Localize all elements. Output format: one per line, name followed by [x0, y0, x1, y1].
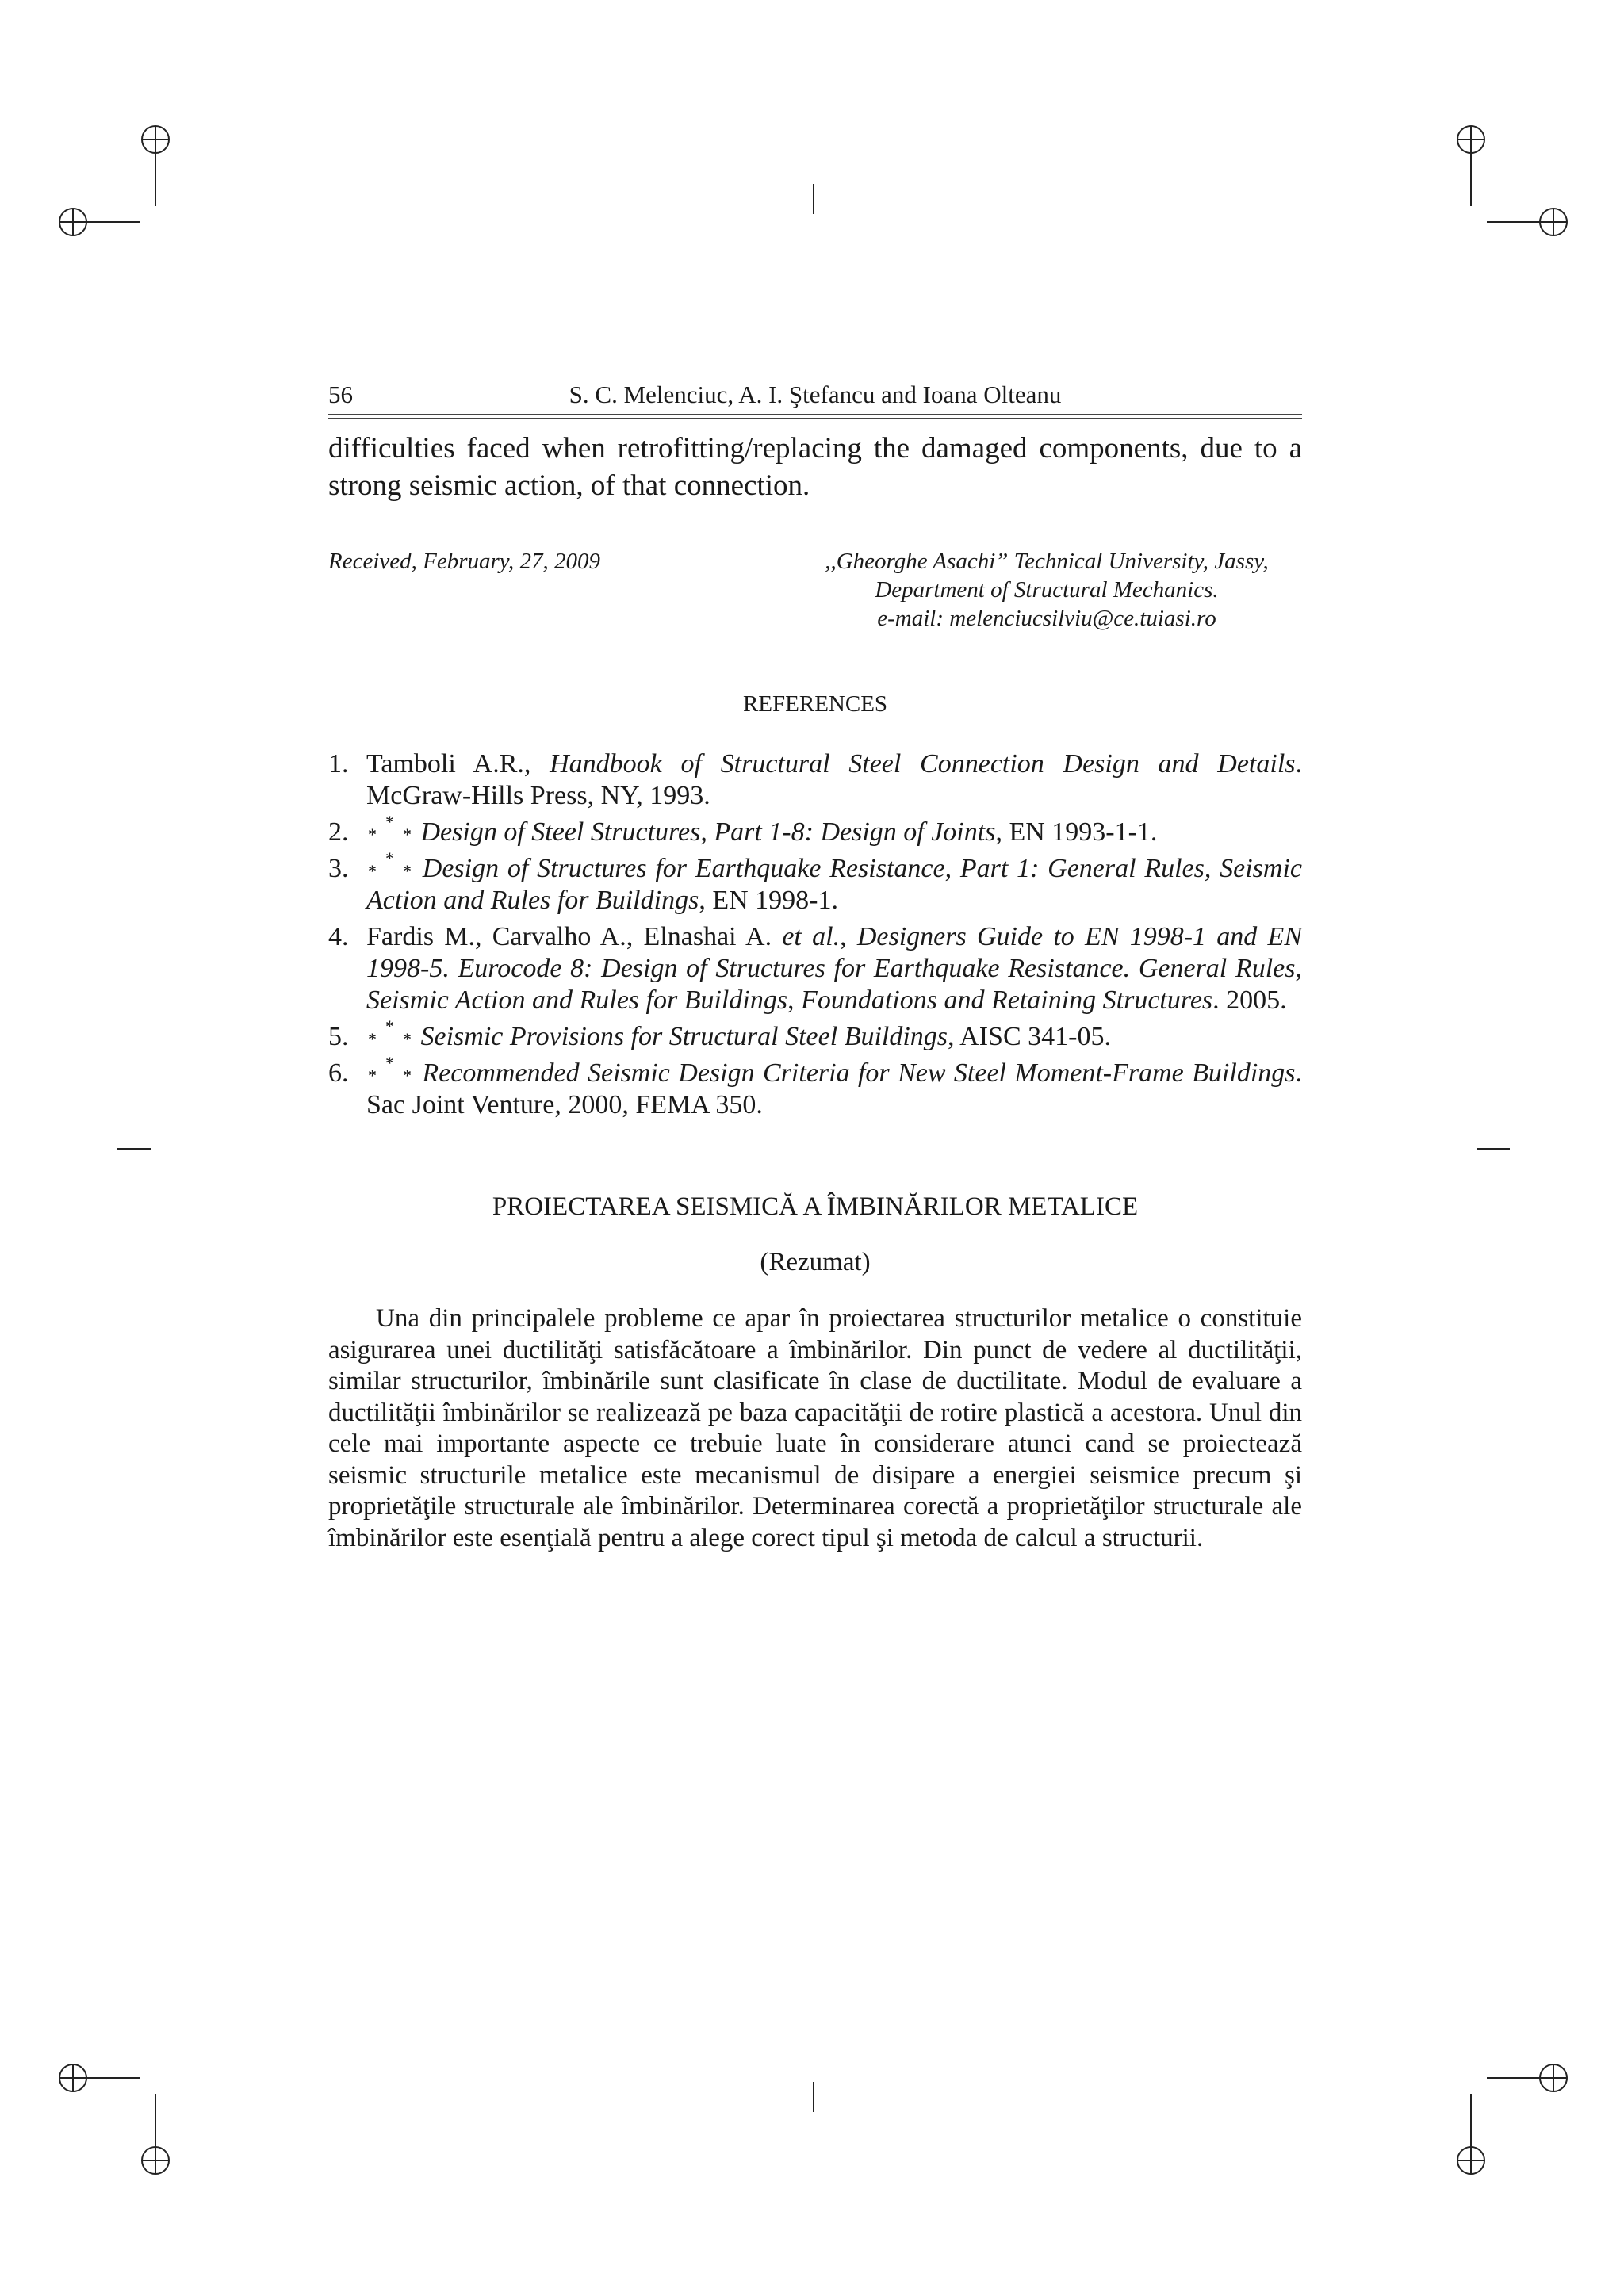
reference-title: Handbook of Structural Steel Connection Design and Details: [550, 749, 1296, 779]
anonymous-asterisks: * * *: [368, 1053, 412, 1085]
section-subtitle: (Rezumat): [760, 1248, 871, 1276]
anonymous-asterisks: * * *: [368, 848, 412, 881]
page-number: 56: [328, 381, 353, 408]
header-rule: [328, 414, 1302, 415]
references-list: [328, 748, 1302, 1126]
header-authors: S. C. Melenciuc, A. I. Ştefancu and Ioana Olteanu: [569, 381, 1062, 408]
header-rule: [328, 418, 1302, 419]
affiliation-line: Department of Structural Mechanics.: [875, 577, 1219, 603]
anonymous-asterisks: * * *: [368, 812, 412, 844]
running-header: [328, 379, 1302, 411]
reference-item: 5. * * * Seismic Provisions for Structural Steel Buildings, AISC 341-05.: [328, 1016, 1111, 1051]
reference-title: Design of Steel Structures, Part 1-8: Design of Joints: [420, 817, 996, 847]
affiliation-email: e-mail: melenciucsilviu@ce.tuiasi.ro: [877, 606, 1216, 631]
reference-title: Design of Structures for Earthquake Resistance, Part 1: General Rules, Seismic Action and Rules for Buildings: [366, 854, 1303, 915]
references-heading: REFERENCES: [742, 691, 888, 717]
reference-item: 4. Fardis M., Carvalho A., Elnashai A. et al., Designers Guide to EN 1998-1 and EN 1998-5. Eurocode 8: Design of Structures for Earthquake Resistance. General Rules, Seismic Action and Rules for Buildings, Foundations and Retaining Structures. 2005.: [328, 922, 1303, 1015]
reference-item: 2. * * * Design of Steel Structures, Part 1-8: Design of Joints, EN 1993-1-1.: [328, 812, 1158, 847]
section-title: PROIECTAREA SEISMICĂ A ÎMBINĂRILOR METALICE: [492, 1192, 1139, 1221]
anonymous-asterisks: * * *: [368, 1016, 412, 1049]
reference-title: Recommended Seismic Design Criteria for New Steel Moment-Frame Buildings: [422, 1058, 1296, 1088]
abstract-paragraph: Una din principalele probleme ce apar în proiectarea structurilor metalice o constituie asigurarea unei ductilităţi satisfăcătoare a îmbinărilor. Din punct de vedere al ductilităţii, similar structurilor, îmbinările sunt clasificate în clase de ductilitate. Modul de evaluare a ductilităţii îmbinărilor se realizează pe baza capacităţii de rotire plastică a acestora. Unul din cele mai importante aspecte ce trebuie luate în considerare atunci cand se proiectează seismic structurile metalice este mecanismul de disipare a energiei seismice precum şi proprietăţile structurale ale îmbinărilor. Determinarea corectă a proprietăţilor structurale ale îmbinărilor este esenţială pentru a alege corect tipul şi metoda de calcul a structurii.: [328, 1304, 1302, 1552]
reference-item: 6. * * * Recommended Seismic Design Criteria for New Steel Moment-Frame Buildings. Sac Joint Venture, 2000, FEMA 350.: [328, 1053, 1302, 1119]
affiliation: [793, 547, 1300, 633]
continuation-paragraph: difficulties faced when retrofitting/replacing the damaged components, due to a strong seismic action, of that connection.: [328, 432, 1302, 502]
reference-title: Seismic Provisions for Structural Steel Buildings: [420, 1022, 948, 1051]
reference-title: Designers Guide to EN 1998-1 and EN 1998-5. Eurocode 8: Design of Structures for Earthquake Resistance. General Rules, Seismic Action and Rules for Buildings, Foundations and Retaining Structures: [366, 922, 1303, 1015]
affiliation-line: ,,Gheorghe Asachi” Technical University, Jassy,: [825, 549, 1269, 574]
reference-item: 3. * * * Design of Structures for Earthquake Resistance, Part 1: General Rules, Seismic Action and Rules for Buildings, EN 1998-1.: [328, 848, 1303, 915]
received-date: Received, February, 27, 2009: [328, 549, 601, 574]
reference-item: 1. Tamboli A.R., Handbook of Structural Steel Connection Design and Details. McGraw-Hills Press, NY, 1993.: [328, 749, 1302, 810]
